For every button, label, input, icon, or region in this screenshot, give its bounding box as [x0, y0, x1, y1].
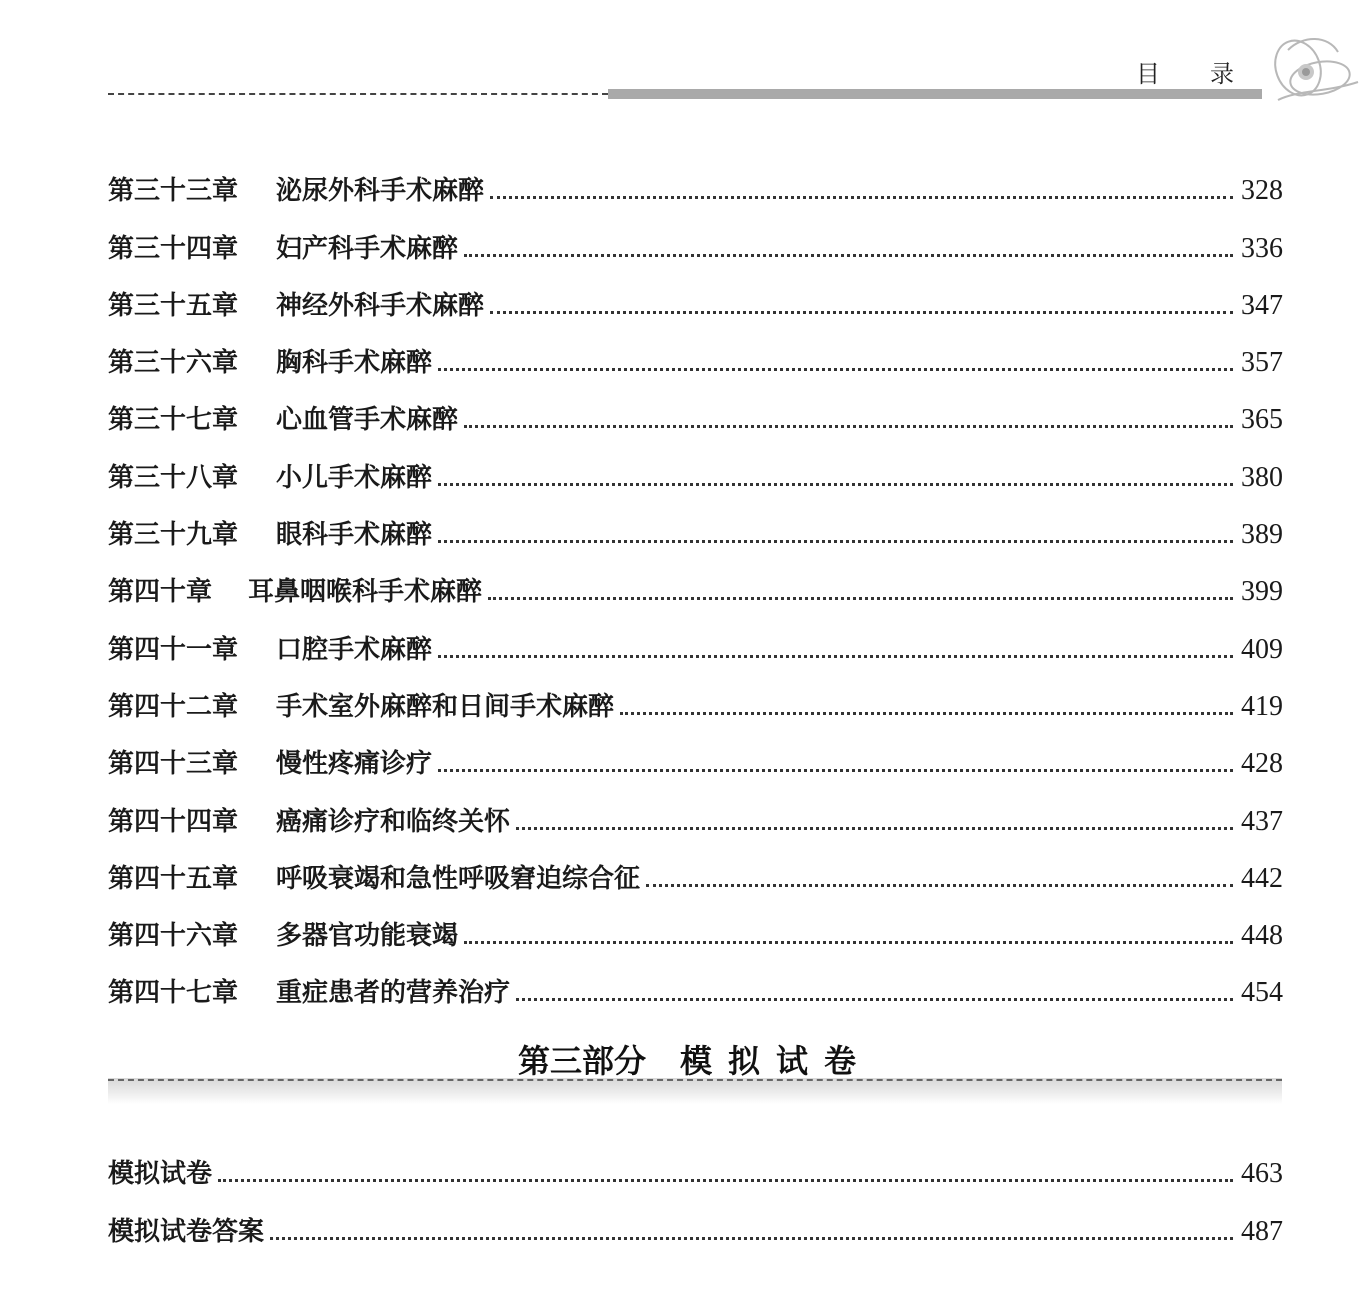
toc-chapter-number: 第三十六章 — [108, 348, 239, 379]
toc-page-number: 487 — [1241, 1215, 1283, 1247]
toc-dot-leader — [490, 311, 1233, 314]
toc-chapter-title: 重症患者的营养治疗 — [276, 978, 511, 1009]
toc-chapter-number: 第三十九章 — [108, 520, 239, 551]
toc-chapter-title: 妇产科手术麻醉 — [276, 233, 459, 264]
flower-ornament-icon — [1258, 30, 1362, 108]
toc-dot-leader — [438, 483, 1233, 486]
toc-page-number: 437 — [1241, 805, 1283, 837]
toc-chapter-number: 第四十六章 — [108, 921, 239, 952]
toc-chapter-title: 口腔手术麻醉 — [276, 634, 433, 665]
toc-page-number: 419 — [1241, 690, 1283, 722]
toc-dot-leader — [490, 196, 1233, 199]
toc-chapter-number: 第四十二章 — [108, 691, 239, 722]
toc-chapter-number: 第四十七章 — [108, 978, 239, 1009]
toc-dot-leader — [270, 1237, 1233, 1240]
toc-page-number: 357 — [1241, 347, 1283, 379]
toc-chapter-title: 泌尿外科手术麻醉 — [276, 176, 485, 207]
toc-entry[interactable] — [108, 838, 1283, 895]
header-dashed-rule — [108, 93, 608, 95]
toc-dot-leader — [438, 769, 1233, 772]
toc-chapter-number: 第三十七章 — [108, 405, 239, 436]
toc-page-number: 442 — [1241, 862, 1283, 894]
toc-entry[interactable] — [108, 150, 1283, 207]
toc-chapter-title: 心血管手术麻醉 — [276, 405, 459, 436]
toc-page-number: 448 — [1241, 920, 1283, 952]
toc-chapter-number: 第四十四章 — [108, 806, 239, 837]
toc-entry[interactable] — [108, 608, 1283, 665]
toc-chapter-title: 呼吸衰竭和急性呼吸窘迫综合征 — [276, 863, 641, 894]
toc-entry[interactable] — [108, 379, 1283, 436]
toc-dot-leader — [438, 655, 1233, 658]
toc-chapter-list — [108, 150, 1283, 1009]
toc-page-number: 365 — [1241, 404, 1283, 436]
toc-entry[interactable] — [108, 322, 1283, 379]
toc-chapter-title: 胸科手术麻醉 — [276, 348, 433, 379]
toc-dot-leader — [488, 597, 1233, 600]
toc-dot-leader — [464, 941, 1233, 944]
toc-chapter-number: 第三十八章 — [108, 462, 239, 493]
toc-entry[interactable] — [108, 895, 1283, 952]
toc-chapter-number: 第三十五章 — [108, 290, 239, 321]
toc-entry[interactable] — [108, 207, 1283, 264]
running-header-title: 目录 — [1136, 60, 1284, 88]
section-name-label: 模拟试卷 — [680, 1042, 873, 1080]
toc-chapter-title: 小儿手术麻醉 — [276, 462, 433, 493]
toc-chapter-title: 多器官功能衰竭 — [276, 921, 459, 952]
toc-entry[interactable] — [108, 1190, 1283, 1247]
toc-entry[interactable] — [108, 436, 1283, 493]
section-part-label: 第三部分 — [517, 1042, 646, 1080]
toc-chapter-title: 手术室外麻醉和日间手术麻醉 — [276, 691, 615, 722]
toc-dot-leader — [438, 540, 1233, 543]
toc-entry[interactable] — [108, 1133, 1283, 1190]
toc-page-number: 409 — [1241, 633, 1283, 665]
toc-page-number: 380 — [1241, 461, 1283, 493]
toc-chapter-title: 耳鼻咽喉科手术麻醉 — [248, 577, 483, 608]
toc-chapter-number: 第四十三章 — [108, 749, 239, 780]
toc-entry[interactable] — [108, 952, 1283, 1009]
toc-chapter-number: 第四十章 — [108, 577, 213, 608]
toc-dot-leader — [516, 998, 1233, 1001]
toc-entry[interactable] — [108, 723, 1283, 780]
section-heading — [0, 1036, 1364, 1082]
toc-entry-title: 模拟试卷答案 — [108, 1216, 265, 1247]
toc-page-number: 328 — [1241, 175, 1283, 207]
toc-dot-leader — [646, 884, 1233, 887]
toc-entry[interactable] — [108, 666, 1283, 723]
toc-chapter-title: 神经外科手术麻醉 — [276, 290, 485, 321]
toc-entry[interactable] — [108, 494, 1283, 551]
toc-chapter-title: 慢性疼痛诊疗 — [276, 749, 433, 780]
toc-chapter-title: 癌痛诊疗和临终关怀 — [276, 806, 511, 837]
toc-page-number: 336 — [1241, 232, 1283, 264]
toc-page-number: 399 — [1241, 576, 1283, 608]
toc-chapter-number: 第四十一章 — [108, 634, 239, 665]
toc-dot-leader — [464, 254, 1233, 257]
toc-chapter-number: 第三十三章 — [108, 176, 239, 207]
toc-entry[interactable] — [108, 551, 1283, 608]
toc-page-number: 454 — [1241, 977, 1283, 1009]
toc-entry-title: 模拟试卷 — [108, 1159, 213, 1190]
toc-chapter-number: 第四十五章 — [108, 863, 239, 894]
toc-page-number: 463 — [1241, 1158, 1283, 1190]
toc-page-number: 428 — [1241, 748, 1283, 780]
toc-dot-leader — [516, 827, 1233, 830]
toc-page-number: 347 — [1241, 289, 1283, 321]
toc-chapter-number: 第三十四章 — [108, 233, 239, 264]
toc-entry[interactable] — [108, 780, 1283, 837]
header-gray-bar — [608, 89, 1262, 99]
toc-entry[interactable] — [108, 265, 1283, 322]
toc-section-list — [108, 1133, 1283, 1248]
toc-dot-leader — [620, 712, 1233, 715]
toc-dot-leader — [464, 425, 1233, 428]
toc-dot-leader — [438, 368, 1233, 371]
toc-chapter-title: 眼科手术麻醉 — [276, 520, 433, 551]
toc-page-number: 389 — [1241, 519, 1283, 551]
toc-dot-leader — [218, 1179, 1233, 1182]
